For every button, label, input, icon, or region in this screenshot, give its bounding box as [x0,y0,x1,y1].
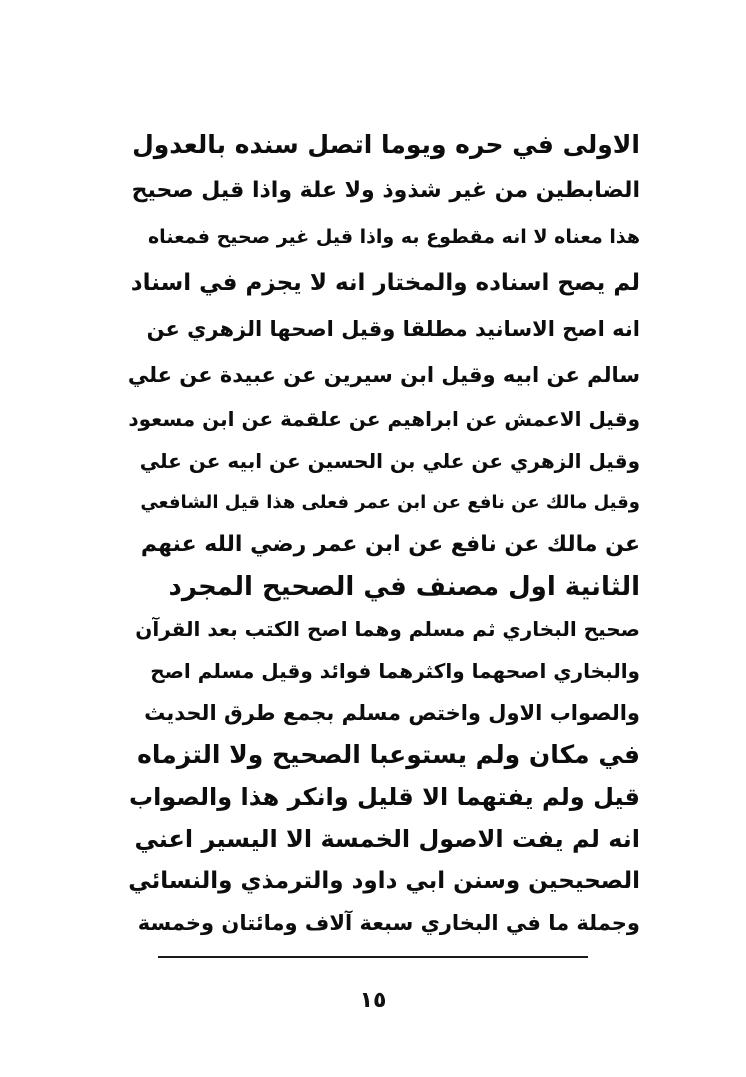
footer-divider [158,956,588,958]
text-line: سالم عن ابيه وقيل ابن سيرين عن عبيدة عن علي [127,363,640,387]
text-line: في مكان ولم يستوعبا الصحيح ولا التزماه [137,740,640,769]
page-number: ١٥ [359,988,387,1013]
manuscript-text-block [128,116,640,946]
text-line: صحيح البخاري ثم مسلم وهما اصح الكتب بعد القرآن [135,617,640,641]
text-line: وقيل الاعمش عن ابراهيم عن علقمة عن ابن مسعود [128,407,640,431]
text-line: هذا معناه لا انه مقطوع به واذا قيل غير صحيح فمعناه [147,226,640,248]
text-line: عن مالك عن نافع عن ابن عمر رضي الله عنهم [140,532,640,557]
text-line: والصواب الاول واختص مسلم بجمع طرق الحديث [144,701,640,725]
text-line: الصحيحين وسنن ابي داود والترمذي والنسائي [128,868,640,894]
text-line: الاولى في حره ويوما اتصل سنده بالعدول [132,130,640,159]
text-line: الضابطين من غير شذوذ ولا علة واذا قيل صحيح [131,178,640,203]
text-line: انه اصح الاسانيد مطلقا وقيل اصحها الزهري عن [146,317,640,341]
text-line: انه لم يفت الاصول الخمسة الا اليسير اعني [134,825,640,853]
text-line: الثانية اول مصنف في الصحيح المجرد [168,572,640,602]
text-line: قيل ولم يفتهما الا قليل وانكر هذا والصواب [129,783,640,811]
text-line: لم يصح اسناده والمختار انه لا يجزم في اسناد [130,270,640,296]
text-line: والبخاري اصحهما واكثرهما فوائد وقيل مسلم اصح [150,659,640,683]
text-line: وقيل الزهري عن علي بن الحسين عن ابيه عن علي [139,449,640,473]
text-line: وجملة ما في البخاري سبعة آلاف ومائتان وخمسة [137,911,640,935]
text-line: وقيل مالك عن نافع عن ابن عمر فعلى هذا قيل الشافعي [140,492,640,513]
